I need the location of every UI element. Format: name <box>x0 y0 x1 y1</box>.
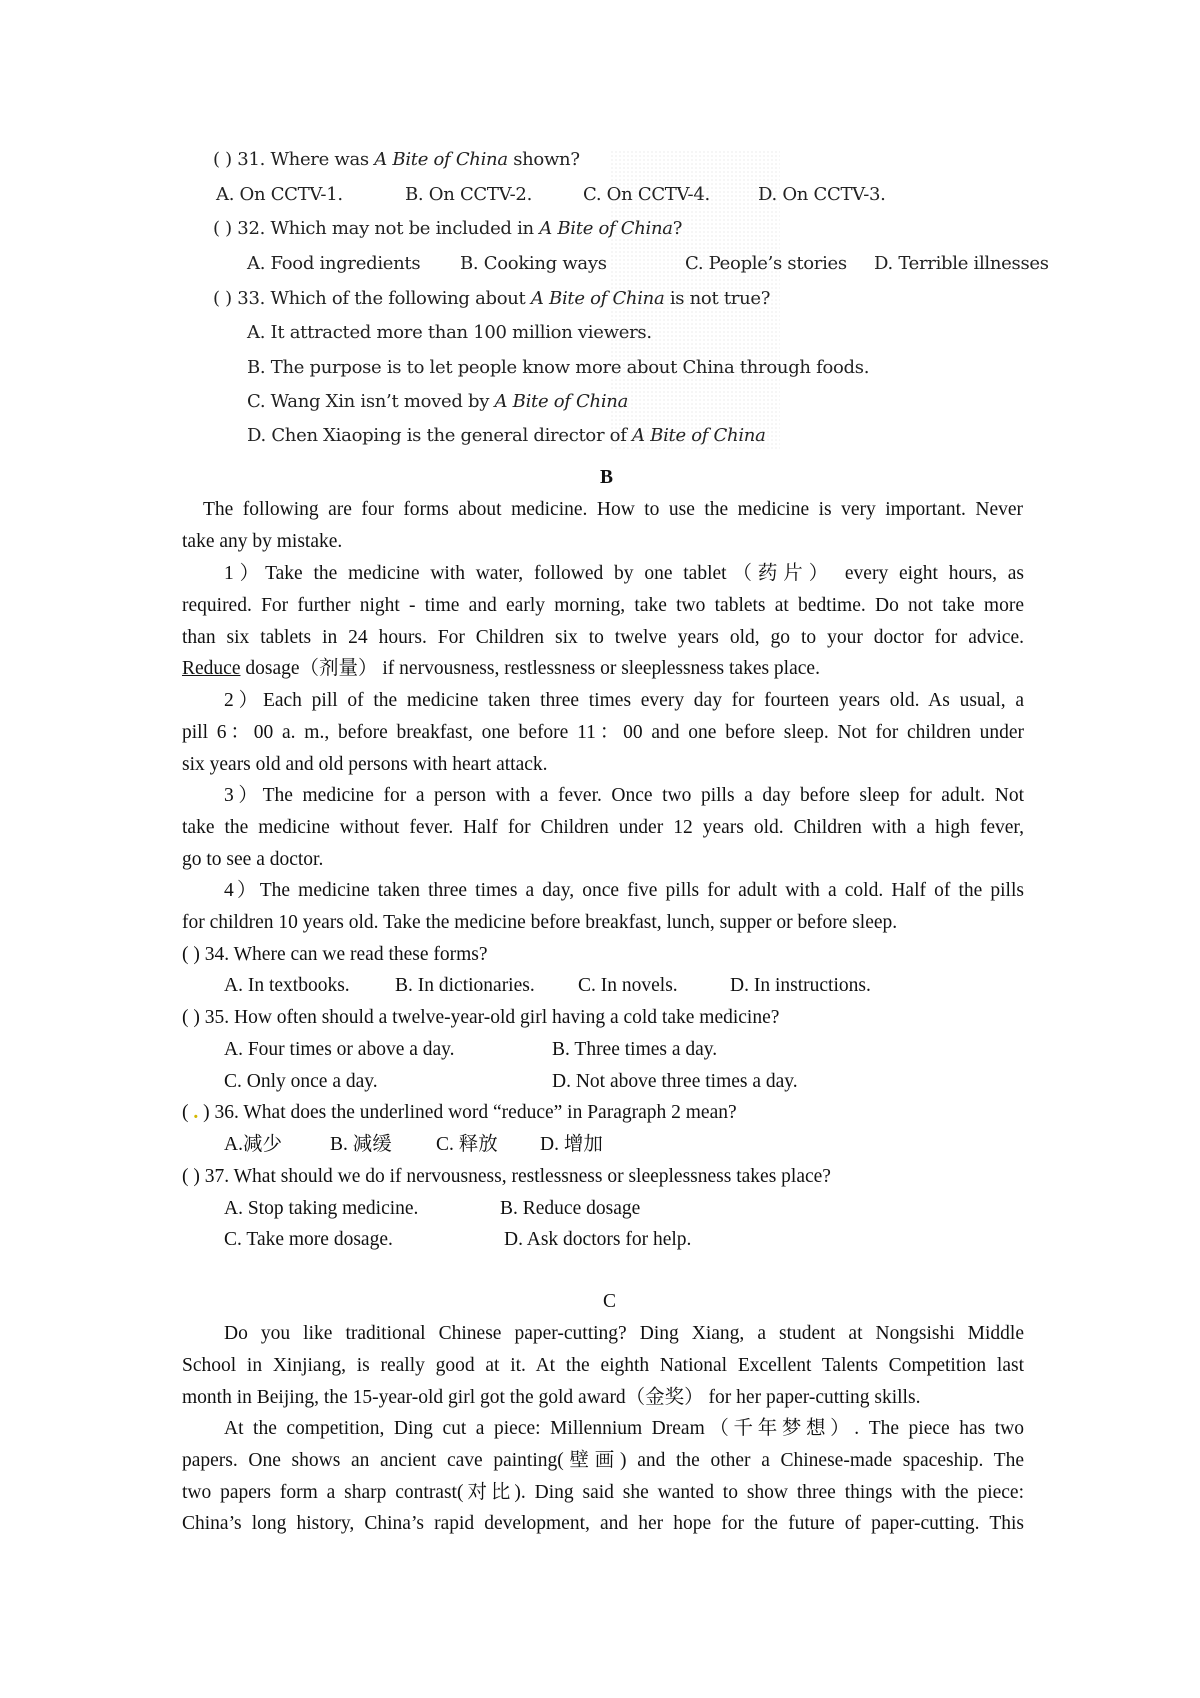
form-3-line: take the medicine without fever. Half for Children under 12 years old. Children with a high fever, <box>182 817 1024 838</box>
form-1-line: Reduce dosage（剂量） if nervousness, restlessness or sleeplessness takes place. <box>182 658 820 679</box>
q34-option-b: B. In dictionaries. <box>395 975 535 996</box>
question-36: ( . ) 36. What does the underlined word “reduce” in Paragraph 2 mean? <box>182 1102 737 1123</box>
q35-option-d: D. Not above three times a day. <box>552 1071 798 1092</box>
q33-option-b: B. The purpose is to let people know more about China through foods. <box>247 357 870 378</box>
q36-option-c: C. 释放 <box>436 1134 498 1155</box>
section-c-paragraph-2-line: China’s long history, China’s rapid development, and her hope for the future of paper-cutting. This <box>182 1513 1024 1534</box>
q37-option-d: D. Ask doctors for help. <box>504 1229 692 1250</box>
q35-option-a: A. Four times or above a day. <box>224 1039 455 1060</box>
form-1-line: than six tablets in 24 hours. For Children six to twelve years old, go to your doctor for advice. <box>182 627 1024 648</box>
section-c-paragraph-2-line: papers. One shows an ancient cave painting(壁画) and the other a Chinese-made spaceship. The <box>182 1450 1024 1471</box>
q31-option-a: A. On CCTV-1. <box>216 184 343 205</box>
question-35: ( ) 35. How often should a twelve-year-old girl having a cold take medicine? <box>182 1007 780 1028</box>
q36-option-a: A.减少 <box>224 1134 282 1155</box>
q32-option-a: A. Food ingredients <box>247 253 421 274</box>
section-b-intro-line: take any by mistake. <box>182 531 343 552</box>
q31-option-d: D. On CCTV-3. <box>758 184 886 205</box>
form-4-line: for children 10 years old. Take the medicine before breakfast, lunch, supper or before sleep. <box>182 912 898 933</box>
question-34: ( ) 34. Where can we read these forms? <box>182 944 488 965</box>
section-c-paragraph-1-line: Do you like traditional Chinese paper-cutting? Ding Xiang, a student at Nongsishi Middle <box>224 1323 1024 1344</box>
question-33: ( ) 33. Which of the following about A Bite of China is not true? <box>213 288 771 309</box>
form-1-line: required. For further night - time and early morning, take two tablets at bedtime. Do not take more <box>182 595 1024 616</box>
question-31: ( ) 31. Where was A Bite of China shown? <box>213 149 580 170</box>
section-c-paragraph-1-line: month in Beijing, the 15-year-old girl got the gold award（金奖） for her paper-cutting skills. <box>182 1387 921 1408</box>
q36-option-d: D. 增加 <box>540 1134 603 1155</box>
q33-option-c: C. Wang Xin isn’t moved by A Bite of China <box>247 391 628 412</box>
form-2-line: six years old and old persons with heart attack. <box>182 754 548 775</box>
section-c-heading: C <box>603 1291 617 1312</box>
form-3-line: 3）The medicine for a person with a fever. Once two pills a day before sleep for adult. Not <box>224 785 1024 806</box>
section-c-paragraph-1-line: School in Xinjiang, is really good at it. At the eighth National Excellent Talents Competition last <box>182 1355 1024 1376</box>
q32-option-c: C. People’s stories <box>685 253 847 274</box>
q35-option-c: C. Only once a day. <box>224 1071 378 1092</box>
form-4-line: 4）The medicine taken three times a day, once five pills for adult with a cold. Half of the pills <box>224 880 1024 901</box>
q33-option-a: A. It attracted more than 100 million viewers. <box>247 322 652 343</box>
form-3-line: go to see a doctor. <box>182 849 324 870</box>
section-c-paragraph-2-line: At the competition, Ding cut a piece: Millennium Dream（千年梦想）. The piece has two <box>224 1418 1024 1439</box>
question-32: ( ) 32. Which may not be included in A Bite of China? <box>213 218 683 239</box>
section-c-paragraph-2-line: two papers form a sharp contrast(对比). Ding said she wanted to show three things with the piece: <box>182 1482 1024 1503</box>
form-2-line: pill 6：00 a. m., before breakfast, one before 11：00 and one before sleep. Not for children under <box>182 722 1024 743</box>
q34-option-d: D. In instructions. <box>730 975 871 996</box>
section-b-intro-line: The following are four forms about medicine. How to use the medicine is very important. Never <box>203 499 1023 520</box>
q37-option-c: C. Take more dosage. <box>224 1229 393 1250</box>
section-b-heading: B <box>600 467 614 488</box>
q31-option-b: B. On CCTV-2. <box>405 184 532 205</box>
q32-option-d: D. Terrible illnesses <box>874 253 1049 274</box>
q31-option-c: C. On CCTV-4. <box>583 184 710 205</box>
q34-option-c: C. In novels. <box>578 975 678 996</box>
q32-option-b: B. Cooking ways <box>460 253 607 274</box>
q36-option-b: B. 减缓 <box>330 1134 392 1155</box>
yellow-dot-mark: . <box>193 1102 199 1123</box>
q37-option-a: A. Stop taking medicine. <box>224 1198 419 1219</box>
question-37: ( ) 37. What should we do if nervousness, restlessness or sleeplessness takes place? <box>182 1166 831 1187</box>
form-2-line: 2）Each pill of the medicine taken three times every day for fourteen years old. As usual, a <box>224 690 1024 711</box>
form-1-line: 1）Take the medicine with water, followed by one tablet（药片） every eight hours, as <box>224 563 1024 584</box>
underlined-word-reduce: Reduce <box>182 658 241 679</box>
q37-option-b: B. Reduce dosage <box>500 1198 641 1219</box>
q33-option-d: D. Chen Xiaoping is the general director of A Bite of China <box>247 425 766 446</box>
q34-option-a: A. In textbooks. <box>224 975 350 996</box>
q35-option-b: B. Three times a day. <box>552 1039 718 1060</box>
